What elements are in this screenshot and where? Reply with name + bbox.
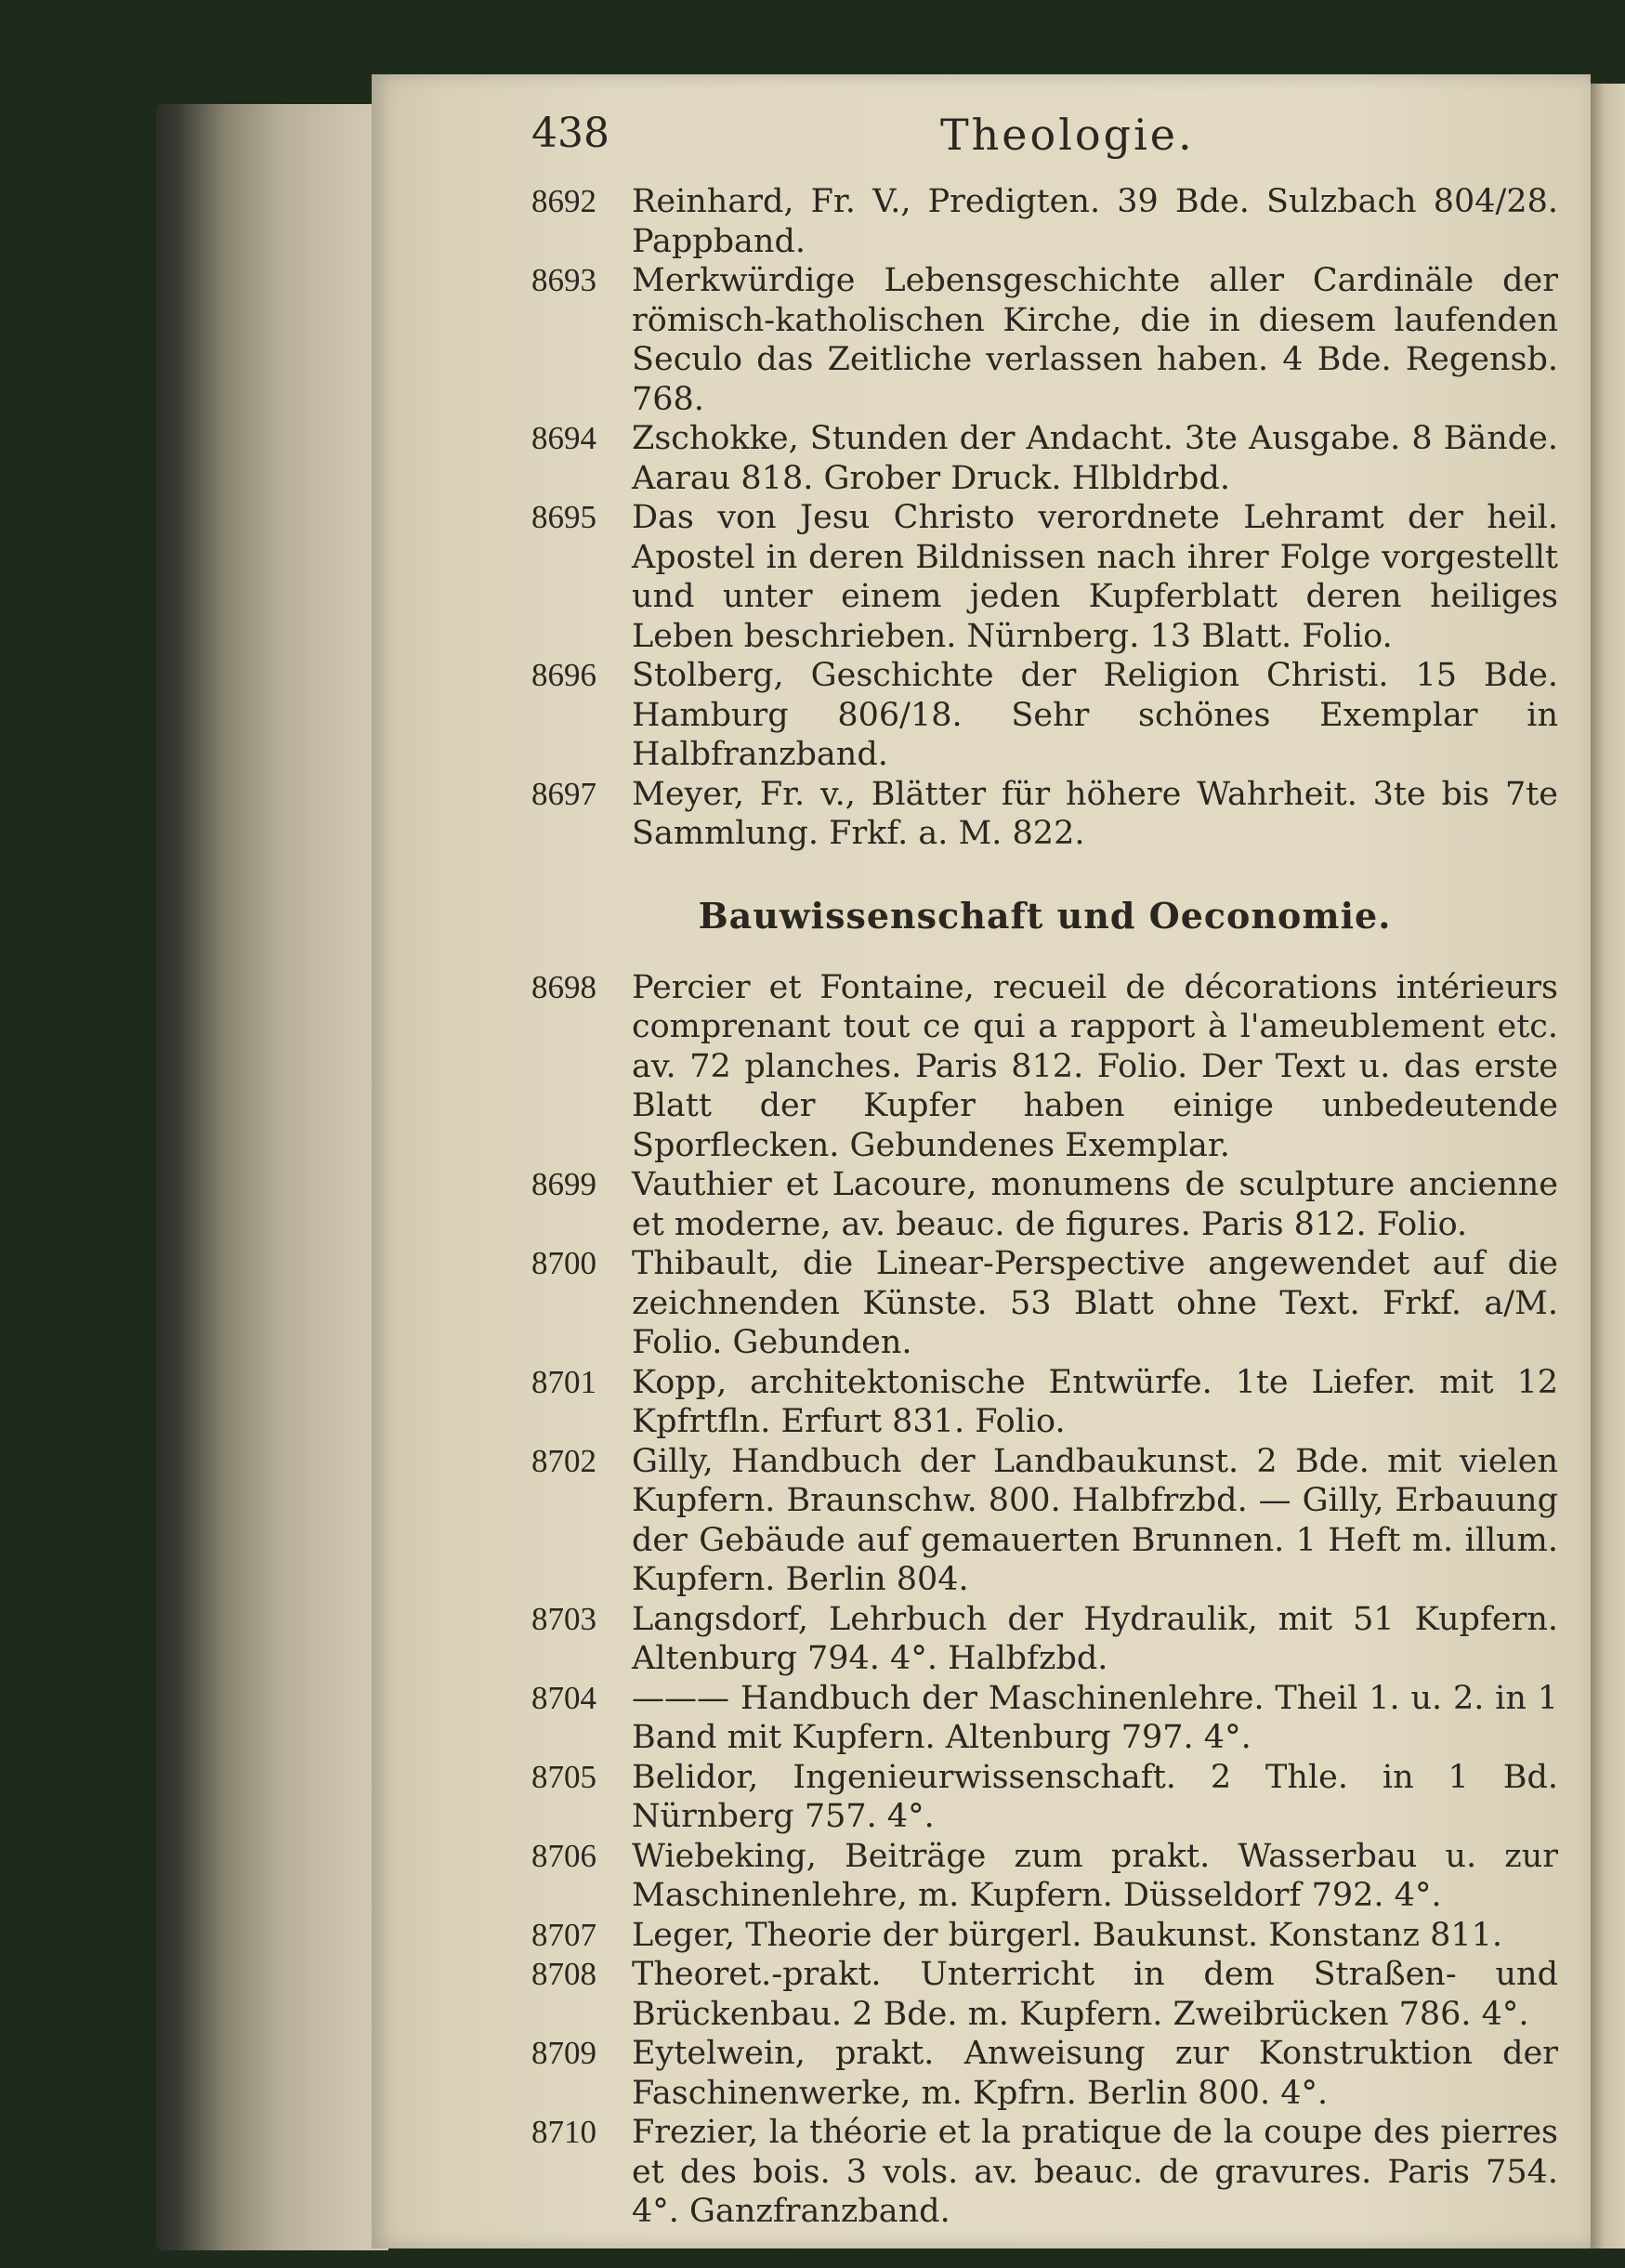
theology-entry-list [531,182,1558,854]
book-fore-edge [156,104,388,2250]
entry-number: 8700 [531,1245,596,1281]
catalog-entries [531,182,1558,2232]
entry-number: 8710 [531,2114,596,2150]
page-header [531,110,1553,165]
entry-text: Das von Jesu Christo verordnete Lehramt der heil. Apostel in deren Bildnissen nach ihrer Folge vorgestellt und unter einem jeden Kupferblatt deren heiliges Leben beschrieben. Nürnberg. 13 Blatt. Folio. [632,499,1558,655]
catalog-entry [531,968,1558,1166]
entry-text: ——— Handbuch der Maschinenlehre. Theil 1. u. 2. in 1 Band mit Kupfern. Altenburg 797. 4°. [632,1679,1558,1756]
entry-number: 8706 [531,1837,596,1874]
catalog-entry [531,1363,1558,1442]
catalog-entry [531,1916,1558,1956]
entry-number: 8695 [531,499,596,535]
catalog-entry [531,2113,1558,2232]
catalog-entry [531,182,1558,261]
catalog-entry [531,1758,1558,1837]
entry-number: 8708 [531,1956,596,1992]
entry-number: 8703 [531,1600,596,1637]
entry-text: Thibault, die Linear-Perspective angewendet auf die zeichnenden Künste. 53 Blatt ohne Text. Frkf. a/M. Folio. Gebunden. [632,1245,1558,1361]
entry-text: Kopp, architektonische Entwürfe. 1te Liefer. mit 12 Kpfrtfln. Erfurt 831. Folio. [632,1363,1558,1440]
running-head: Theologie. [940,110,1195,160]
entry-text: Reinhard, Fr. V., Predigten. 39 Bde. Sulzbach 804/28. Pappband. [632,183,1558,260]
catalog-entry [531,1165,1558,1244]
catalog-entry [531,419,1558,498]
catalog-entry [531,1679,1558,1758]
catalog-entry [531,1244,1558,1363]
entry-text: Percier et Fontaine, recueil de décorations intérieurs comprenant tout ce qui a rapport à l'ameublement etc. av. 72 planches. Paris 812. Folio. Der Text u. das erste Blatt der Kupfer haben einige unbedeutende Sporflecken. Gebundenes Exemplar. [632,968,1558,1164]
entry-text: Belidor, Ingenieurwissenschaft. 2 Thle. in 1 Bd. Nürnberg 757. 4°. [632,1758,1558,1835]
catalog-entry [531,1600,1558,1679]
entry-text: Merkwürdige Lebensgeschichte aller Cardinäle der römisch-katholischen Kirche, die in diesem laufenden Seculo das Zeitliche verlassen haben. 4 Bde. Regensb. 768. [632,262,1558,418]
catalog-entry [531,656,1558,775]
entry-text: Wiebeking, Beiträge zum prakt. Wasserbau u. zur Maschinenlehre, m. Kupfern. Düsseldorf 792. 4°. [632,1837,1558,1914]
catalog-entry [531,1442,1558,1600]
entry-number: 8694 [531,420,596,456]
entry-text: Leger, Theorie der bürgerl. Baukunst. Konstanz 811. [632,1916,1503,1954]
entry-number: 8707 [531,1916,596,1953]
entry-text: Zschokke, Stunden der Andacht. 3te Ausgabe. 8 Bände. Aarau 818. Grober Druck. Hlbldrbd. [632,420,1558,497]
entry-text: Theoret.-prakt. Unterricht in dem Straßen- und Brückenbau. 2 Bde. m. Kupfern. Zweibrücken 786. 4°. [632,1956,1558,2033]
entry-text: Gilly, Handbuch der Landbaukunst. 2 Bde. mit vielen Kupfern. Braunschw. 800. Halbfrzbd. — Gilly, Erbauung der Gebäude auf gemauerten Brunnen. 1 Heft m. illum. Kupfern. Berlin 804. [632,1442,1558,1598]
next-page-edge [1591,84,1625,2248]
entry-text: Langsdorf, Lehrbuch der Hydraulik, mit 51 Kupfern. Altenburg 794. 4°. Halbfzbd. [632,1600,1558,1677]
entry-number: 8705 [531,1758,596,1795]
catalog-entry [531,1955,1558,2034]
page-number: 438 [531,110,609,157]
entry-number: 8709 [531,2035,596,2071]
architecture-entry-list [531,968,1558,2232]
entry-number: 8701 [531,1363,596,1400]
entry-text: Eytelwein, prakt. Anweisung zur Konstruktion der Faschinenwerke, m. Kpfrn. Berlin 800. 4°. [632,2035,1558,2112]
entry-number: 8702 [531,1442,596,1479]
entry-number: 8693 [531,262,596,298]
entry-text: Stolberg, Geschichte der Religion Christi. 15 Bde. Hamburg 806/18. Sehr schönes Exemplar in Halbfranzband. [632,657,1558,773]
catalog-entry [531,498,1558,656]
catalog-entry [531,775,1558,854]
entry-text: Vauthier et Lacoure, monumens de sculpture ancienne et moderne, av. beauc. de figures. Paris 812. Folio. [632,1166,1558,1243]
entry-number: 8692 [531,183,596,219]
entry-number: 8699 [531,1166,596,1202]
entry-number: 8697 [531,775,596,812]
entry-text: Meyer, Fr. v., Blätter für höhere Wahrheit. 3te bis 7te Sammlung. Frkf. a. M. 822. [632,775,1558,852]
entry-number: 8698 [531,968,596,1005]
catalog-entry [531,261,1558,419]
catalog-entry [531,2034,1558,2113]
entry-number: 8696 [531,657,596,693]
section-heading: Bauwissenschaft und Oeconomie. [698,894,1392,937]
entry-text: Frezier, la théorie et la pratique de la coupe des pierres et des bois. 3 vols. av. beauc. de gravures. Paris 754. 4°. Ganzfranzband. [632,2114,1558,2230]
entry-number: 8704 [531,1679,596,1716]
catalog-entry [531,1837,1558,1916]
